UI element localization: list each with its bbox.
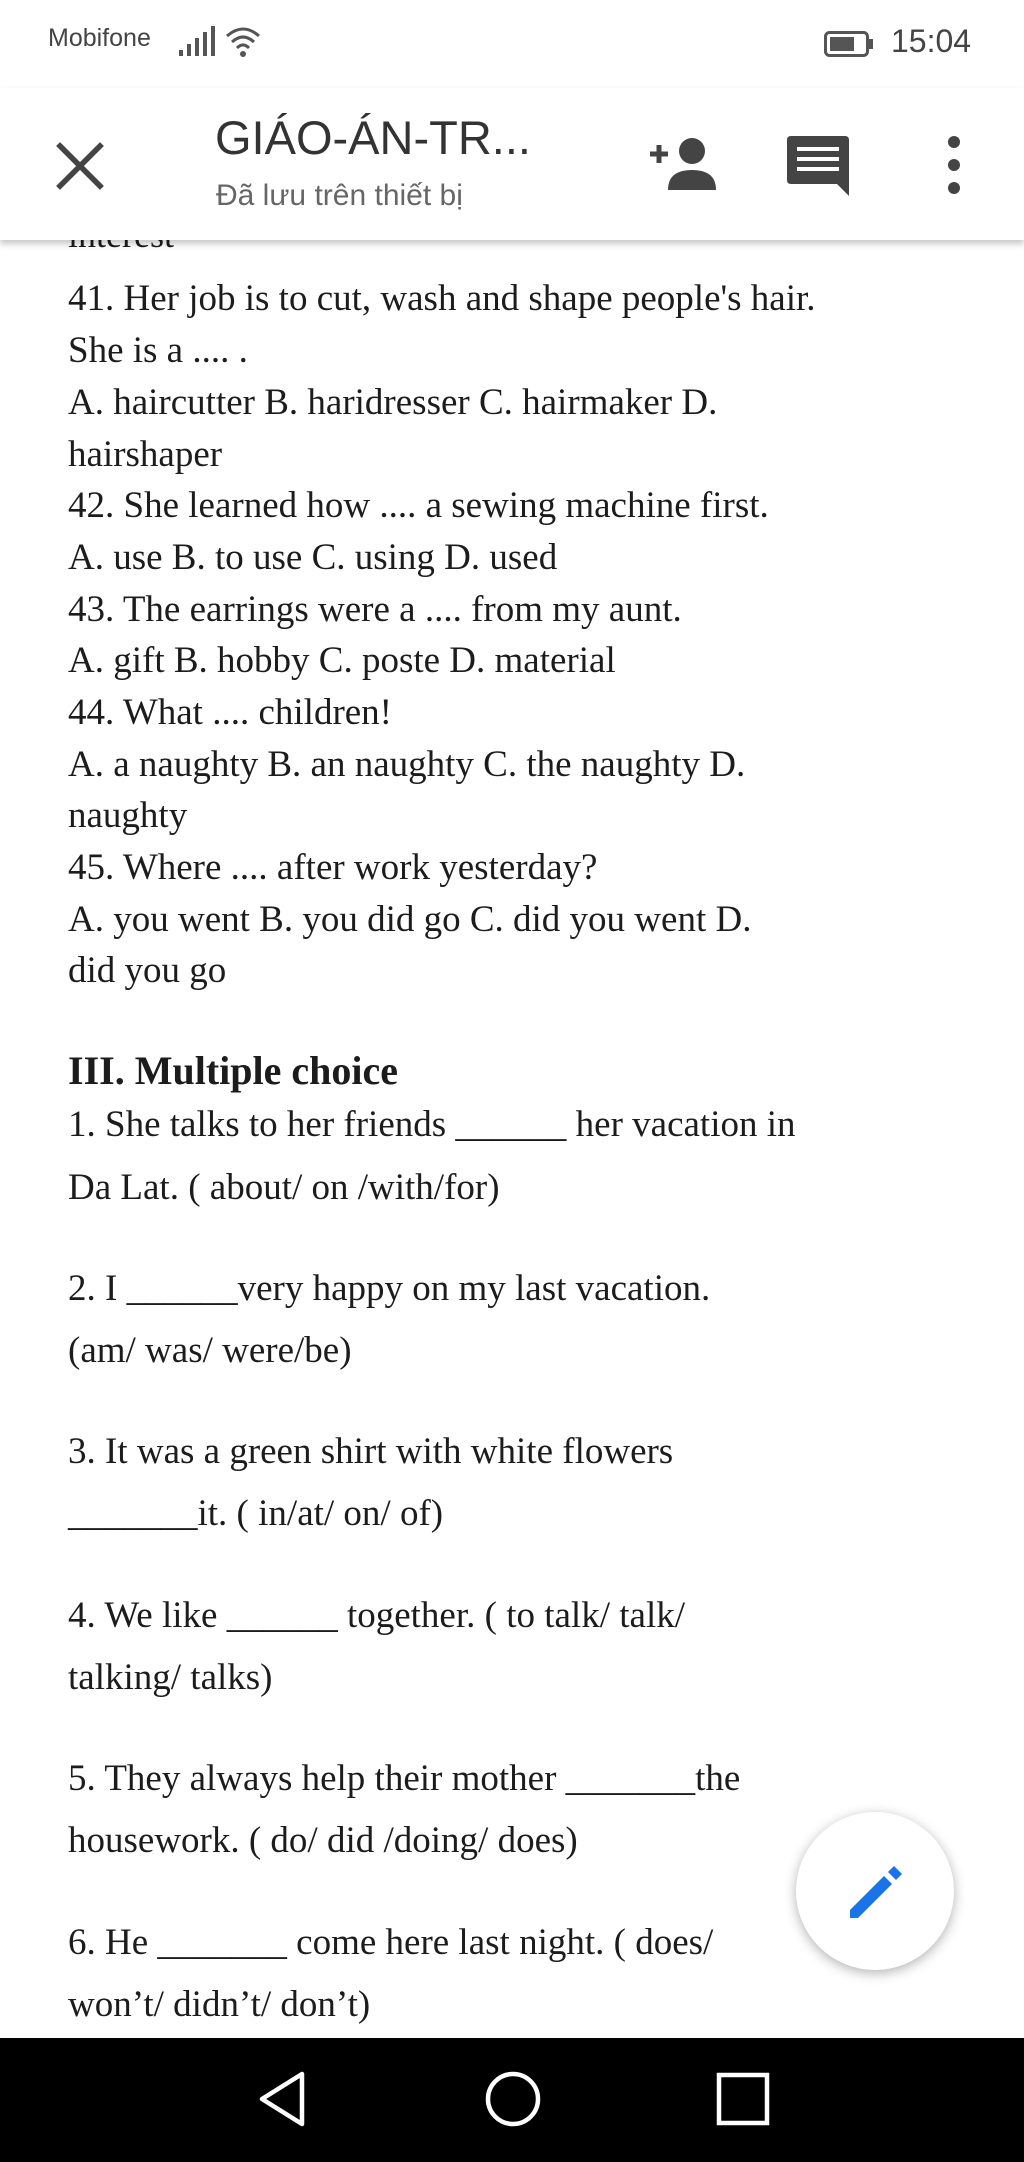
more-vert-icon[interactable] [930,132,978,198]
mc-question-line: 4. We like ______ together. ( to talk/ talk/ [68,1595,686,1636]
answer-options: hairshaper [68,434,223,475]
edit-pencil-icon [842,1858,908,1924]
question-line: 43. The earrings were a .... from my aunt. [68,589,682,630]
section-heading: III. Multiple choice [68,1048,398,1093]
answer-options: A. a naughty B. an naughty C. the naughty D. [68,744,746,785]
back-icon[interactable] [258,2070,308,2128]
home-icon[interactable] [484,2070,542,2128]
wifi-icon [223,24,263,60]
close-icon[interactable] [52,138,108,194]
question-line: 45. Where .... after work yesterday? [68,847,598,888]
add-person-icon[interactable] [648,134,718,194]
document-title: GIÁO-ÁN-TR... [215,111,531,164]
answer-options: A. you went B. you did go C. did you went D. [68,899,752,940]
mc-question-line: talking/ talks) [68,1657,273,1698]
comment-icon[interactable] [785,132,851,198]
answer-options: naughty [68,795,188,836]
answer-options: did you go [68,950,227,991]
status-bar [0,0,1024,88]
status-clock: 15:04 [891,23,972,59]
question-line: 44. What .... children! [68,692,393,733]
mc-question-line: 6. He _______ come here last night. ( does/ [68,1922,714,1963]
signal-icon [177,26,217,58]
document-subtitle: Đã lưu trên thiết bị [216,179,463,212]
question-line: She is a .... . [68,330,248,371]
document-content[interactable] [0,240,1024,2038]
mc-question-line: housework. ( do/ did /doing/ does) [68,1820,578,1861]
mc-question-line: 5. They always help their mother _______the [68,1758,741,1799]
answer-options: A. gift B. hobby C. poste D. material [68,640,616,681]
mc-question-line: 2. I ______very happy on my last vacation. [68,1268,711,1309]
carrier-name: Mobifone [48,24,151,52]
mc-question-line: 1. She talks to her friends ______ her vacation in [68,1104,796,1145]
question-line: 41. Her job is to cut, wash and shape people's hair. [68,278,816,319]
navigation-bar [0,2038,1024,2162]
mc-question-line: _______it. ( in/at/ on/ of) [68,1493,444,1534]
recent-apps-icon[interactable] [716,2072,770,2126]
question-line: 42. She learned how .... a sewing machine first. [68,485,769,526]
edit-fab-button[interactable] [796,1812,954,1970]
answer-options: A. use B. to use C. using D. used [68,537,558,578]
battery-icon [824,31,874,57]
mc-question-line: Da Lat. ( about/ on /with/for) [68,1167,500,1208]
mc-question-line: (am/ was/ were/be) [68,1330,352,1371]
app-bar [0,88,1024,240]
answer-options: A. haircutter B. haridresser C. hairmaker D. [68,382,718,423]
mc-question-line: 3. It was a green shirt with white flowers [68,1431,674,1472]
mc-question-line: won’t/ didn’t/ don’t) [68,1984,371,2025]
